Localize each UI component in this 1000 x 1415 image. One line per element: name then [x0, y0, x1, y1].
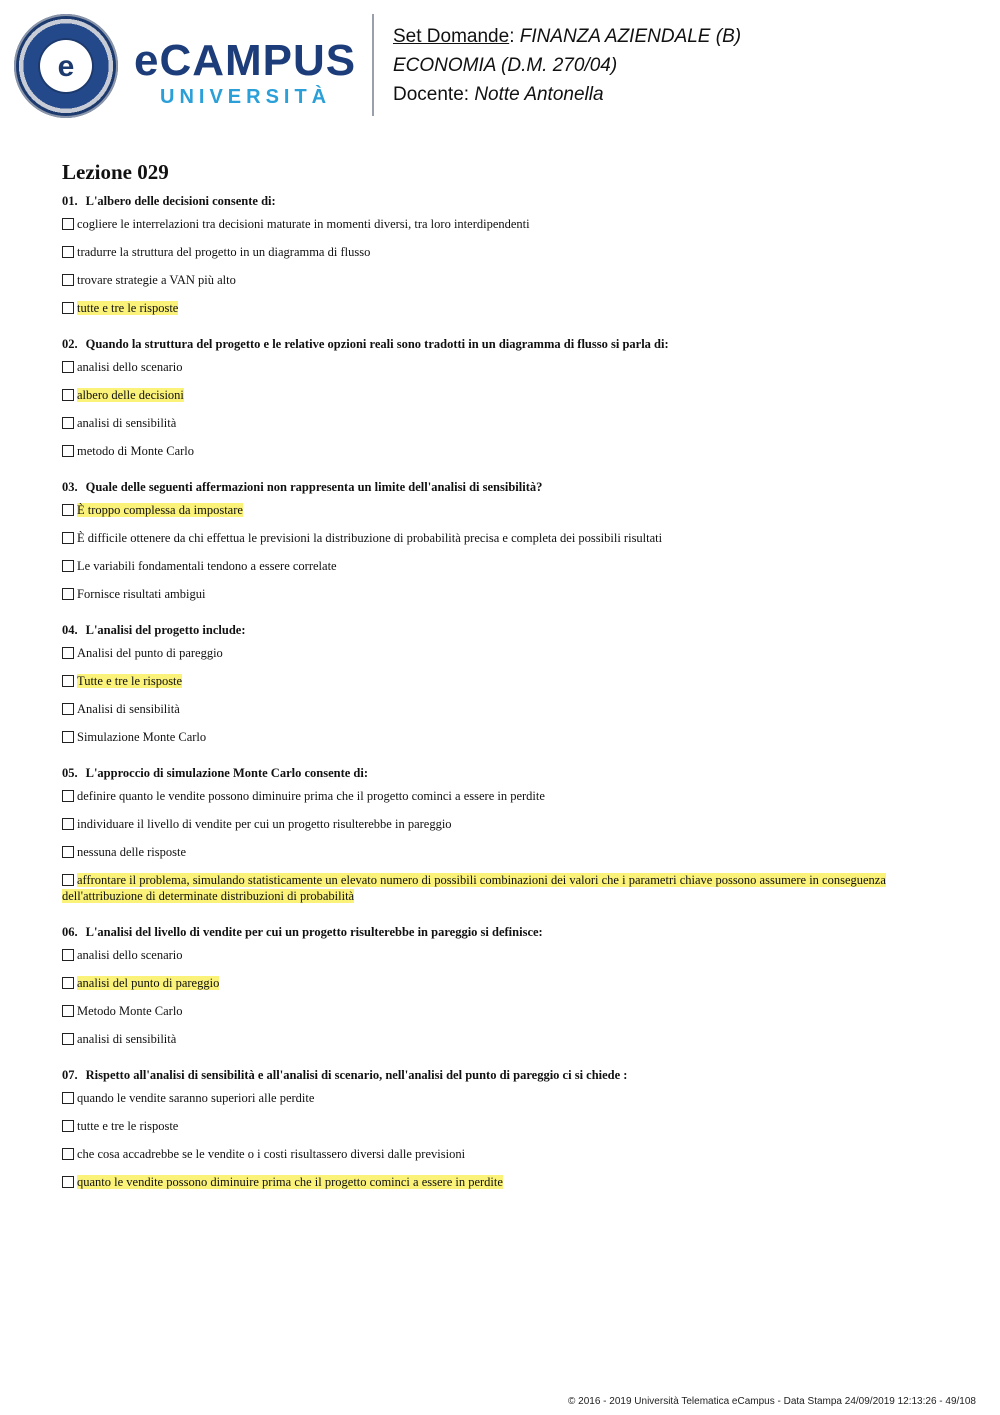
answer-checkbox[interactable] — [62, 588, 74, 600]
question-text — [62, 924, 942, 940]
question-text — [62, 1067, 942, 1083]
answer-text: È difficile ottenere da chi effettua le previsioni la distribuzione di probabilità precisa e completa dei possibili risultati — [77, 531, 663, 545]
answer-checkbox[interactable] — [62, 675, 74, 687]
correct-answer-text: Tutte e tre le risposte — [77, 674, 183, 688]
question-text — [62, 765, 942, 781]
answer-text: trovare strategie a VAN più alto — [77, 273, 236, 287]
correct-answer-text: affrontare il problema, simulando statisticamente un elevato numero di possibili combinazioni dei valori che i parametri chiave possono assumere in conseguenza dell'attribuzione di determinate distribuzioni di probabilità — [62, 873, 886, 903]
answer-text: metodo di Monte Carlo — [77, 444, 194, 458]
lesson-title: Lezione 029 — [62, 160, 169, 184]
answer-option — [62, 645, 942, 661]
correct-answer-text: analisi del punto di pareggio — [77, 976, 220, 990]
answer-checkbox[interactable] — [62, 302, 74, 314]
answer-option — [62, 1118, 942, 1134]
answer-checkbox[interactable] — [62, 274, 74, 286]
answer-option — [62, 1146, 942, 1162]
answer-text: Fornisce risultati ambigui — [77, 587, 206, 601]
answer-option — [62, 729, 942, 745]
answer-checkbox[interactable] — [62, 218, 74, 230]
question-block — [62, 336, 942, 459]
brand-name: eCAMPUS — [134, 36, 357, 85]
answer-checkbox[interactable] — [62, 1005, 74, 1017]
answer-text: Le variabili fondamentali tendono a essere correlate — [77, 559, 337, 573]
answer-option — [62, 701, 942, 717]
question-label: L'approccio di simulazione Monte Carlo consente di: — [85, 766, 369, 780]
quiz-content — [62, 160, 942, 1210]
question-number: 01. — [62, 194, 78, 208]
answer-text: analisi di sensibilità — [77, 416, 177, 430]
question-number: 06. — [62, 925, 78, 939]
answer-checkbox[interactable] — [62, 246, 74, 258]
answer-text: tradurre la struttura del progetto in un diagramma di flusso — [77, 245, 371, 259]
answer-text: analisi dello scenario — [77, 360, 183, 374]
answer-checkbox[interactable] — [62, 977, 74, 989]
question-label: L'albero delle decisioni consente di: — [85, 194, 276, 208]
answer-text: nessuna delle risposte — [77, 845, 187, 859]
answer-option — [62, 788, 942, 804]
answer-checkbox[interactable] — [62, 560, 74, 572]
answer-text: cogliere le interrelazioni tra decisioni maturate in momenti diversi, tra loro interdipendenti — [77, 217, 530, 231]
answer-checkbox[interactable] — [62, 1176, 74, 1188]
answer-checkbox[interactable] — [62, 731, 74, 743]
answer-option — [62, 359, 942, 375]
answer-text: Simulazione Monte Carlo — [77, 730, 207, 744]
answer-text: analisi dello scenario — [77, 948, 183, 962]
answer-text: individuare il livello di vendite per cui un progetto risulterebbe in pareggio — [77, 817, 452, 831]
correct-answer-text: albero delle decisioni — [77, 388, 184, 402]
answer-option — [62, 947, 942, 963]
question-number: 05. — [62, 766, 78, 780]
answer-checkbox[interactable] — [62, 790, 74, 802]
answer-option — [62, 844, 942, 860]
answer-option — [62, 415, 942, 431]
answer-option — [62, 816, 942, 832]
answer-checkbox[interactable] — [62, 532, 74, 544]
answer-text: Metodo Monte Carlo — [77, 1004, 183, 1018]
answer-checkbox[interactable] — [62, 504, 74, 516]
answer-option — [62, 1174, 942, 1190]
answer-checkbox[interactable] — [62, 647, 74, 659]
answer-checkbox[interactable] — [62, 874, 74, 886]
question-number: 04. — [62, 623, 78, 637]
answer-text: definire quanto le vendite possono diminuire prima che il progetto cominci a essere in perdite — [77, 789, 545, 803]
question-block — [62, 924, 942, 1047]
answer-option — [62, 244, 942, 260]
answer-text: che cosa accadrebbe se le vendite o i costi risultassero diversi dalle previsioni — [77, 1147, 466, 1161]
set-value: FINANZA AZIENDALE (B) — [519, 26, 742, 47]
answer-option — [62, 586, 942, 602]
teacher-name: Notte Antonella — [474, 84, 604, 105]
university-seal-logo — [14, 14, 118, 118]
question-text — [62, 622, 942, 638]
answer-option — [62, 1031, 942, 1047]
answer-option — [62, 443, 942, 459]
question-number: 03. — [62, 480, 78, 494]
page-footer: © 2016 - 2019 Università Telematica eCampus - Data Stampa 24/09/2019 12:13:26 - 49/108 — [568, 1396, 976, 1407]
answer-checkbox[interactable] — [62, 1120, 74, 1132]
answer-option — [62, 1003, 942, 1019]
answer-text: Analisi del punto di pareggio — [77, 646, 223, 660]
question-block — [62, 765, 942, 904]
answer-text: tutte e tre le risposte — [77, 1119, 179, 1133]
answer-checkbox[interactable] — [62, 417, 74, 429]
svg-text:e: e — [57, 50, 75, 83]
correct-answer-text: tutte e tre le risposte — [77, 301, 179, 315]
answer-text: quando le vendite saranno superiori alle perdite — [77, 1091, 315, 1105]
answer-option — [62, 387, 942, 403]
answer-checkbox[interactable] — [62, 1092, 74, 1104]
answer-text: Analisi di sensibilità — [77, 702, 180, 716]
question-label: L'analisi del progetto include: — [85, 623, 246, 637]
question-text — [62, 193, 942, 209]
header-info: Set Domande: FINANZA AZIENDALE (B) ECONOMIA (D.M. 270/04) Docente: Notte Antonella — [393, 26, 742, 105]
question-label: Quando la struttura del progetto e le relative opzioni reali sono tradotti in un diagramma di flusso si parla di: — [85, 337, 669, 351]
answer-option — [62, 300, 942, 316]
question-text — [62, 479, 942, 495]
question-number: 02. — [62, 337, 78, 351]
answer-checkbox[interactable] — [62, 389, 74, 401]
question-text — [62, 336, 942, 352]
answer-checkbox[interactable] — [62, 445, 74, 457]
question-block — [62, 193, 942, 316]
course-name: ECONOMIA (D.M. 270/04) — [393, 55, 618, 76]
answer-checkbox[interactable] — [62, 949, 74, 961]
question-number: 07. — [62, 1068, 78, 1082]
answer-checkbox[interactable] — [62, 361, 74, 373]
answer-checkbox[interactable] — [62, 818, 74, 830]
page-header — [0, 0, 1000, 130]
answer-checkbox[interactable] — [62, 1033, 74, 1045]
answer-checkbox[interactable] — [62, 846, 74, 858]
answer-option — [62, 558, 942, 574]
question-block — [62, 479, 942, 602]
answer-option — [62, 673, 942, 689]
answer-checkbox[interactable] — [62, 703, 74, 715]
answer-text: analisi di sensibilità — [77, 1032, 177, 1046]
answer-option — [62, 1090, 942, 1106]
question-list — [62, 193, 942, 1190]
correct-answer-text: È troppo complessa da impostare — [77, 503, 243, 517]
answer-option — [62, 216, 942, 232]
brand-subtitle: UNIVERSITÀ — [160, 86, 332, 108]
answer-option — [62, 872, 942, 904]
question-label: Rispetto all'analisi di sensibilità e all'analisi di scenario, nell'analisi del punto di pareggio ci si chiede : — [85, 1068, 628, 1082]
answer-option — [62, 272, 942, 288]
question-block — [62, 1067, 942, 1190]
teacher-label: Docente: — [393, 84, 470, 105]
question-label: Quale delle seguenti affermazioni non rappresenta un limite dell'analisi di sensibilità? — [85, 480, 543, 494]
answer-option — [62, 975, 942, 991]
correct-answer-text: quanto le vendite possono diminuire prima che il progetto cominci a essere in perdite — [77, 1175, 503, 1189]
question-block — [62, 622, 942, 745]
answer-option — [62, 530, 942, 546]
set-label: Set Domande — [393, 26, 510, 47]
answer-checkbox[interactable] — [62, 1148, 74, 1160]
header-divider — [372, 14, 374, 116]
question-label: L'analisi del livello di vendite per cui un progetto risulterebbe in pareggio si definisce: — [85, 925, 543, 939]
answer-option — [62, 502, 942, 518]
